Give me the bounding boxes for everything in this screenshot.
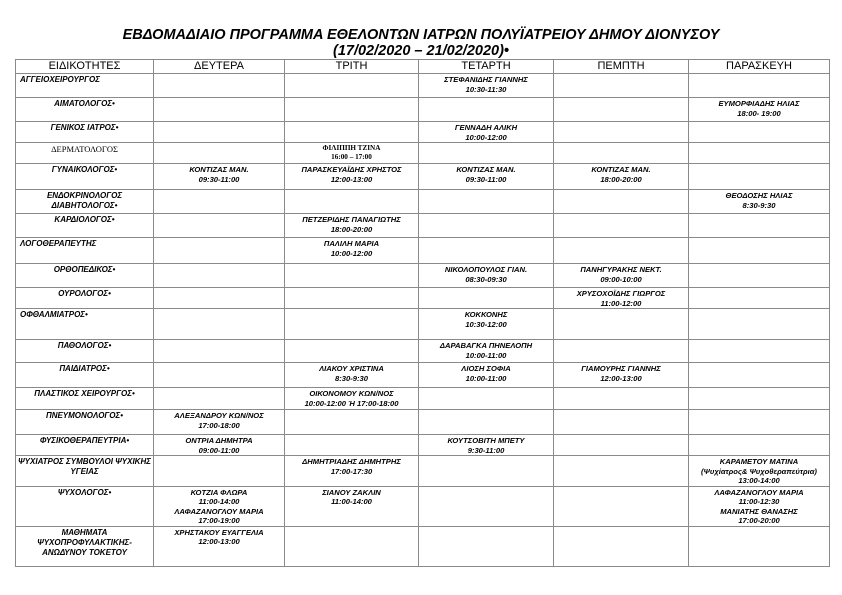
schedule-cell-thursday [554, 456, 689, 487]
table-row [16, 309, 830, 340]
doctor-time: 18:00- 19:00 [737, 108, 781, 118]
table-row [16, 98, 830, 122]
schedule-cell-tuesday [285, 74, 419, 98]
schedule-cell-thursday [554, 309, 689, 340]
doctor-time: 10:00-12:00 [330, 248, 373, 258]
schedule-cell-friday [689, 122, 830, 143]
schedule-cell-thursday [554, 486, 689, 526]
doctor-time: 09:30-11:00 [465, 174, 507, 184]
schedule-cell-tuesday [285, 98, 419, 122]
schedule-cell-wednesday [419, 388, 554, 410]
table-row [16, 164, 830, 190]
doctor-time: 10:00-11:00 [465, 373, 507, 383]
schedule-cell-tuesday [285, 363, 419, 388]
schedule-cell-wednesday [419, 309, 554, 340]
doctor-name: ΚΟΝΤΙΖΑΣ ΜΑΝ. [591, 165, 651, 174]
specialty-cell: ΑΙΜΑΤΟΛΟΓΟΣ• [16, 98, 154, 122]
schedule-cell-thursday [554, 288, 689, 309]
schedule-cell-tuesday [285, 238, 419, 264]
table-row [16, 363, 830, 388]
schedule-cell-monday [154, 264, 285, 288]
specialty-cell: ΠΑΙΔΙΑΤΡΟΣ• [16, 363, 154, 388]
schedule-cell-friday [689, 486, 830, 526]
schedule-cell-monday [154, 214, 285, 238]
doctor-entry [285, 165, 418, 184]
doctor-name: ΝΙΚΟΛΟΠΟΥΛΟΣ ΓΙΑΝ. [444, 265, 528, 274]
schedule-body [16, 74, 830, 567]
header-row [16, 60, 830, 74]
schedule-cell-tuesday [285, 309, 419, 340]
specialty-cell: ΓΥΝΑΙΚΟΛΟΓΟΣ• [16, 164, 154, 190]
schedule-cell-tuesday [285, 526, 419, 566]
table-row [16, 74, 830, 98]
doctor-name: ΠΕΤΖΕΡΙΔΗΣ ΠΑΝΑΓΙΩΤΗΣ [302, 215, 401, 224]
schedule-cell-monday [154, 456, 285, 487]
doctor-entry [154, 528, 284, 547]
doctor-name: ΠΑΡΑΣΚΕΥΑΪΔΗΣ ΧΡΗΣΤΟΣ [301, 165, 402, 174]
specialty-cell: ΠΑΘΟΛΟΓΟΣ• [16, 340, 154, 363]
doctor-entry [285, 364, 418, 383]
column-header-specialties: ΕΙΔΙΚΟΤΗΤΕΣ [16, 60, 154, 74]
schedule-cell-tuesday [285, 190, 419, 214]
doctor-name: ΚΟΝΤΙΖΑΣ ΜΑΝ. [456, 165, 516, 174]
specialty-cell: ΟΦΘΑΛΜΙΑΤΡΟΣ• [16, 309, 154, 340]
table-row [16, 456, 830, 487]
doctor-entry [419, 310, 553, 329]
schedule-cell-monday [154, 410, 285, 435]
schedule-cell-wednesday [419, 363, 554, 388]
doctor-name: ΚΟΤΖΙΑ ΦΛΩΡΑ [190, 487, 248, 497]
doctor-time: 10:00-12:00 Ή 17:00-18:00 [304, 398, 399, 408]
doctor-name: ΔΑΡΑΒΑΓΚΑ ΠΗΝΕΛΟΠΗ [439, 341, 533, 350]
schedule-cell-wednesday [419, 435, 554, 456]
schedule-cell-thursday [554, 143, 689, 164]
table-row [16, 486, 830, 526]
schedule-cell-tuesday [285, 214, 419, 238]
schedule-cell-thursday [554, 526, 689, 566]
specialty-cell: ΟΡΘΟΠΕΔΙΚΟΣ• [16, 264, 154, 288]
doctor-entry [689, 191, 829, 210]
schedule-cell-friday [689, 340, 830, 363]
specialty-cell: ΨΥΧΙΑΤΡΟΣ ΣΥΜΒΟΥΛΟΙ ΨΥΧΙΚΗΣ ΥΓΕΙΑΣ [16, 456, 154, 487]
doctor-entry [419, 165, 553, 184]
doctor-name: ΓΕΝΝΑΔΗ ΑΛΙΚΗ [454, 123, 518, 132]
schedule-cell-friday [689, 288, 830, 309]
schedule-cell-monday [154, 309, 285, 340]
schedule-cell-wednesday [419, 526, 554, 566]
doctor-time: 10:30-11:30 [465, 84, 507, 94]
doctor-name: ΔΗΜΗΤΡΙΑΔΗΣ ΔΗΜΗΤΡΗΣ [302, 457, 401, 466]
schedule-cell-monday [154, 238, 285, 264]
doctor-name: ΧΡΗΣΤΑΚΟΥ ΕΥΑΓΓΕΛΙΑ [174, 527, 264, 537]
doctor-entry [554, 265, 688, 284]
doctor-entry [285, 488, 418, 507]
doctor-entry [154, 411, 284, 430]
column-header-tuesday: ΤΡΙΤΗ [285, 60, 419, 74]
schedule-cell-monday [154, 388, 285, 410]
schedule-cell-wednesday [419, 264, 554, 288]
schedule-cell-friday [689, 214, 830, 238]
doctor-name: ΕΥΜΟΡΦΙΑΔΗΣ ΗΛΙΑΣ [718, 99, 800, 108]
table-row [16, 143, 830, 164]
schedule-cell-thursday [554, 435, 689, 456]
doctor-name: ΣΤΕΦΑΝΙΔΗΣ ΓΙΑΝΝΗΣ [444, 75, 528, 84]
doctor-entry [285, 144, 418, 162]
schedule-cell-thursday [554, 410, 689, 435]
doctor-time: 12:00-13:00 [600, 373, 642, 383]
schedule-cell-friday [689, 309, 830, 340]
schedule-cell-monday [154, 143, 285, 164]
doctor-time: 10:00-11:00 [465, 350, 507, 360]
doctor-entry [689, 99, 829, 118]
doctor-name: ΟΝΤΡΙΑ ΔΗΜΗΤΡΑ [185, 436, 253, 445]
schedule-cell-wednesday [419, 98, 554, 122]
column-header-monday: ΔΕΥΤΕΡΑ [154, 60, 285, 74]
schedule-cell-friday [689, 98, 830, 122]
schedule-cell-wednesday [419, 74, 554, 98]
doctor-name: ΛΙΟΣΗ ΣΟΦΙΑ [461, 364, 511, 373]
doctor-note: (Ψυχίατρος& Ψυχοθεραπεύτρια) [701, 466, 817, 476]
doctor-entry [154, 507, 284, 526]
doctor-entry [554, 364, 688, 383]
schedule-cell-thursday [554, 264, 689, 288]
doctor-entry [154, 165, 284, 184]
doctor-time: 11:00-12:00 [600, 298, 642, 308]
schedule-cell-wednesday [419, 456, 554, 487]
schedule-cell-friday [689, 143, 830, 164]
schedule-cell-tuesday [285, 340, 419, 363]
schedule-cell-tuesday [285, 456, 419, 487]
doctor-entry [689, 488, 829, 507]
doctor-time: 18:00-20:00 [600, 174, 642, 184]
doctor-entry [285, 239, 418, 258]
doctor-entry [154, 488, 284, 507]
table-row [16, 340, 830, 363]
doctor-entry [689, 507, 829, 526]
schedule-cell-thursday [554, 214, 689, 238]
specialty-cell: ΓΕΝΙΚΟΣ ΙΑΤΡΟΣ• [16, 122, 154, 143]
doctor-time: 17:00-18:00 [198, 420, 240, 430]
table-row [16, 388, 830, 410]
doctor-name: ΦΙΛΙΠΠΗ ΤΖΙΝΑ [322, 144, 381, 152]
schedule-cell-monday [154, 486, 285, 526]
schedule-cell-tuesday [285, 264, 419, 288]
doctor-entry [154, 436, 284, 455]
specialty-cell: ΟΥΡΟΛΟΓΟΣ• [16, 288, 154, 309]
doctor-time: 09:00-11:00 [198, 445, 240, 455]
doctor-name: ΧΡΥΣΟΧΟΪΔΗΣ ΓΙΩΡΓΟΣ [576, 289, 666, 298]
doctor-time: 9:30-11:00 [467, 445, 505, 455]
schedule-cell-friday [689, 388, 830, 410]
schedule-cell-friday [689, 435, 830, 456]
doctor-time: 11:00-14:00 [198, 497, 240, 506]
schedule-cell-monday [154, 74, 285, 98]
table-row [16, 526, 830, 566]
doctor-time: 17:00-17:30 [330, 466, 373, 476]
schedule-cell-monday [154, 288, 285, 309]
schedule-cell-tuesday [285, 143, 419, 164]
table-row [16, 190, 830, 214]
doctor-entry [419, 123, 553, 142]
table-row [16, 238, 830, 264]
doctor-name: ΣΙΑΝΟΥ ΖΑΚΛΙΝ [322, 487, 381, 497]
column-header-wednesday: ΤΕΤΑΡΤΗ [419, 60, 554, 74]
page-title: ΕΒΔΟΜΑΔΙΑΙΟ ΠΡΟΓΡΑΜΜΑ ΕΘΕΛΟΝΤΩΝ ΙΑΤΡΩΝ ΠΟΛΥΪΑΤΡΕΙΟΥ ΔΗΜΟΥ ΔΙΟΝΥΣΟΥ [122, 27, 720, 43]
doctor-name: ΚΟΥΤΣΟΒΙΤΗ ΜΠΕΤΥ [447, 436, 525, 445]
schedule-cell-friday [689, 164, 830, 190]
schedule-cell-thursday [554, 190, 689, 214]
doctor-name: ΛΑΦΑΖΑΝΟΓΛΟΥ ΜΑΡΙΑ [174, 506, 264, 516]
table-row [16, 288, 830, 309]
schedule-cell-wednesday [419, 340, 554, 363]
schedule-cell-tuesday [285, 410, 419, 435]
doctor-time: 10:30-12:00 [465, 319, 507, 329]
table-row [16, 264, 830, 288]
doctor-time: 11:00-12:30 [738, 497, 780, 506]
doctor-name: ΟΙΚΟΝΟΜΟΥ ΚΩΝ/ΝΟΣ [309, 389, 394, 398]
doctor-name: ΑΛΕΞΑΝΔΡΟΥ ΚΩΝ/ΝΟΣ [174, 411, 264, 420]
schedule-cell-wednesday [419, 410, 554, 435]
specialty-cell: ΔΕΡΜΑΤΟΛΟΓΟΣ [16, 143, 154, 164]
doctor-time: 18:00-20:00 [330, 224, 373, 234]
doctor-time: 8:30-9:30 [742, 200, 776, 210]
table-row [16, 122, 830, 143]
schedule-cell-monday [154, 122, 285, 143]
doctor-name: ΚΑΡΑΜΕΤΟΥ ΜΑΤΙΝΑ [719, 457, 799, 466]
schedule-cell-friday [689, 190, 830, 214]
doctor-time: 11:00-14:00 [331, 497, 372, 506]
schedule-cell-monday [154, 164, 285, 190]
doctor-entry [285, 457, 418, 476]
schedule-cell-tuesday [285, 435, 419, 456]
doctor-time: 10:00-12:00 [465, 132, 507, 142]
doctor-time: 09:00-10:00 [600, 274, 642, 284]
schedule-cell-friday [689, 264, 830, 288]
specialty-cell: ΨΥΧΟΛΟΓΟΣ• [16, 486, 154, 526]
schedule-cell-tuesday [285, 288, 419, 309]
schedule-cell-thursday [554, 388, 689, 410]
schedule-cell-wednesday [419, 143, 554, 164]
schedule-cell-thursday [554, 164, 689, 190]
schedule-cell-monday [154, 435, 285, 456]
doctor-time: 17:00-19:00 [198, 516, 240, 525]
schedule-cell-tuesday [285, 122, 419, 143]
doctor-name: ΛΑΦΑΖΑΝΟΓΛΟΥ ΜΑΡΙΑ [714, 487, 804, 497]
doctor-name: ΛΙΑΚΟΥ ΧΡΙΣΤΙΝΑ [319, 364, 384, 373]
specialty-cell: ΠΛΑΣΤΙΚΟΣ ΧΕΙΡΟΥΡΓΟΣ• [16, 388, 154, 410]
schedule-cell-friday [689, 526, 830, 566]
doctor-name: ΘΕΟΔΟΣΗΣ ΗΛΙΑΣ [725, 191, 793, 200]
doctor-name: ΓΙΑΜΟΥΡΗΣ ΓΙΑΝΝΗΣ [581, 364, 661, 373]
specialty-cell: ΕΝΔΟΚΡΙΝΟΛΟΓΟΣ ΔΙΑΒΗΤΟΛΟΓΟΣ• [16, 190, 154, 214]
doctor-entry [689, 457, 829, 486]
specialty-cell: ΦΥΣΙΚΟΘΕΡΑΠΕΥΤΡΙΑ• [16, 435, 154, 456]
doctor-time: 16:00 – 17:00 [331, 153, 372, 161]
doctor-entry [419, 436, 553, 455]
doctor-time: 12:00-13:00 [330, 174, 373, 184]
doctor-entry [419, 341, 553, 360]
schedule-cell-wednesday [419, 288, 554, 309]
schedule-cell-monday [154, 363, 285, 388]
doctor-entry [419, 265, 553, 284]
schedule-cell-friday [689, 410, 830, 435]
table-row [16, 410, 830, 435]
table-row [16, 435, 830, 456]
schedule-cell-monday [154, 98, 285, 122]
doctor-name: ΠΑΝΗΓΥΡΑΚΗΣ ΝΕΚΤ. [580, 265, 662, 274]
schedule-cell-friday [689, 363, 830, 388]
doctor-name: ΜΑΝΙΑΤΗΣ ΘΑΝΑΣΗΣ [720, 506, 798, 516]
schedule-cell-friday [689, 74, 830, 98]
specialty-cell: ΑΓΓΕΙΟΧΕΙΡΟΥΡΓΟΣ [16, 74, 154, 98]
doctor-time: 13:00-14:00 [738, 476, 780, 485]
schedule-cell-tuesday [285, 388, 419, 410]
schedule-cell-wednesday [419, 190, 554, 214]
schedule-cell-thursday [554, 122, 689, 143]
schedule-cell-friday [689, 456, 830, 487]
schedule-cell-thursday [554, 340, 689, 363]
schedule-cell-friday [689, 238, 830, 264]
schedule-cell-monday [154, 340, 285, 363]
schedule-cell-thursday [554, 98, 689, 122]
date-range: (17/02/2020 – 21/02/2020)• [333, 43, 509, 59]
specialty-cell: ΜΑΘΗΜΑΤΑ ΨΥΧΟΠΡΟΦΥΛΑΚΤΙΚΗΣ- ΑΝΩΔΥΝΟΥ ΤΟΚΕΤΟΥ [16, 526, 154, 566]
specialty-cell: ΛΟΓΟΘΕΡΑΠΕΥΤΗΣ [16, 238, 154, 264]
doctor-time: 8:30-9:30 [335, 373, 368, 383]
schedule-cell-tuesday [285, 164, 419, 190]
schedule-cell-wednesday [419, 214, 554, 238]
doctor-entry [419, 364, 553, 383]
column-header-thursday: ΠΕΜΠΤΗ [554, 60, 689, 74]
schedule-cell-thursday [554, 363, 689, 388]
table-row [16, 214, 830, 238]
doctor-time: 17:00-20:00 [738, 516, 780, 525]
doctor-entry [285, 215, 418, 234]
schedule-cell-wednesday [419, 122, 554, 143]
doctor-name: ΚΟΚΚΟΝΗΣ [464, 310, 508, 319]
specialty-cell: ΠΝΕΥΜΟΝΟΛΟΓΟΣ• [16, 410, 154, 435]
schedule-cell-wednesday [419, 486, 554, 526]
schedule-cell-wednesday [419, 164, 554, 190]
doctor-time: 08:30-09:30 [465, 274, 507, 284]
doctor-name: ΚΟΝΤΙΖΑΣ ΜΑΝ. [189, 165, 249, 174]
doctor-entry [419, 75, 553, 94]
schedule-cell-monday [154, 526, 285, 566]
doctor-time: 12:00-13:00 [198, 537, 240, 546]
doctor-time: 09:30-11:00 [198, 174, 240, 184]
doctor-name: ΠΑΛΙΛΗ ΜΑΡΙΑ [323, 239, 380, 248]
schedule-cell-monday [154, 190, 285, 214]
schedule-cell-thursday [554, 238, 689, 264]
schedule-cell-tuesday [285, 486, 419, 526]
schedule-cell-thursday [554, 74, 689, 98]
schedule-table [15, 59, 830, 567]
column-header-friday: ΠΑΡΑΣΚΕΥΗ [689, 60, 830, 74]
schedule-cell-wednesday [419, 238, 554, 264]
specialty-cell: ΚΑΡΔΙΟΛΟΓΟΣ• [16, 214, 154, 238]
doctor-entry [285, 389, 418, 408]
doctor-entry [554, 165, 688, 184]
doctor-entry [554, 289, 688, 308]
